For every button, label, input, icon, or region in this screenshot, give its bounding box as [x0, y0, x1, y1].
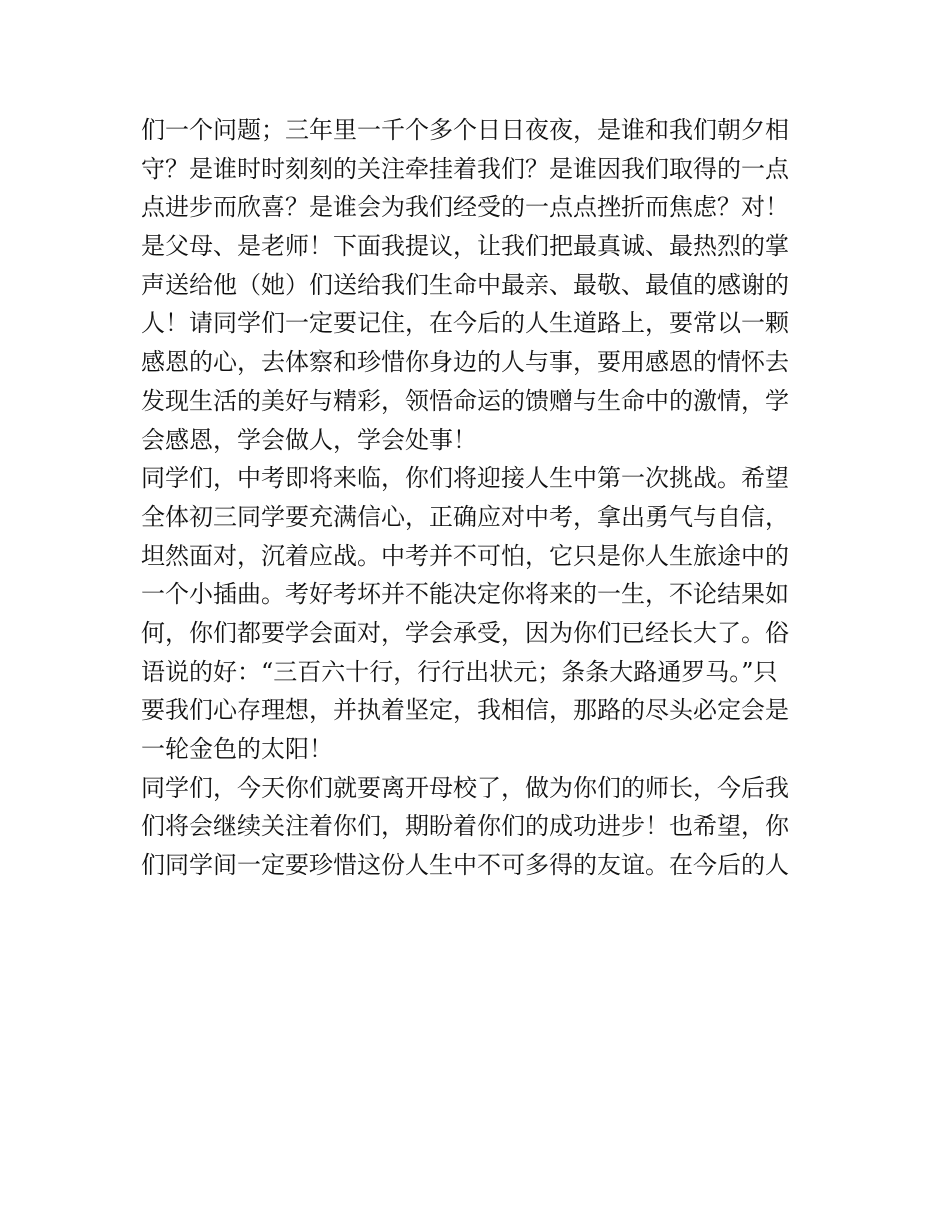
text-line: 发现生活的美好与精彩，领悟命运的馈赠与生命中的激情，学: [141, 386, 789, 415]
text-line: 同学们，中考即将来临，你们将迎接人生中第一次挑战。希望: [141, 464, 789, 493]
text-line: 坦然面对，沉着应战。中考并不可怕，它只是你人生旅途中的: [141, 541, 789, 570]
text-line: 感恩的心，去体察和珍惜你身边的人与事，要用感恩的情怀去: [141, 348, 789, 377]
text-line: 们一个问题；三年里一千个多个日日夜夜，是谁和我们朝夕相: [141, 116, 789, 144]
text-line: 声送给他（她）们送给我们生命中最亲、最敬、最值的感谢的: [141, 270, 789, 299]
text-line: 会感恩，学会做人，学会处事！: [141, 425, 477, 454]
text-line: 是父母、是老师！下面我提议，让我们把最真诚、最热烈的掌: [141, 232, 789, 261]
text-line: 全体初三同学要充满信心，正确应对中考，拿出勇气与自信，: [141, 502, 789, 531]
text-line: 一轮金色的太阳！: [141, 735, 333, 763]
text-line: 要我们心存理想，并执着坚定，我相信，那路的尽头必定会是: [141, 696, 789, 725]
text-line: 语说的好：“三百六十行，行行出状元；条条大路通罗马。”只: [141, 657, 778, 686]
text-line: 人！请同学们一定要记住，在今后的人生道路上，要常以一颗: [141, 309, 789, 338]
text-line: 守？是谁时时刻刻的关注牵挂着我们？是谁因我们取得的一点: [141, 154, 789, 183]
text-line: 一个小插曲。考好考坏并不能决定你将来的一生，不论结果如: [141, 580, 789, 609]
text-line: 点进步而欣喜？是谁会为我们经受的一点点挫折而焦虑？对！: [141, 193, 789, 222]
text-line: 们同学间一定要珍惜这份人生中不可多得的友谊。在今后的人: [141, 851, 789, 880]
text-line: 同学们，今天你们就要离开母校了，做为你们的师长，今后我: [141, 773, 789, 802]
text-line: 何，你们都要学会面对，学会承受，因为你们已经长大了。俗: [141, 618, 789, 647]
text-line: 们将会继续关注着你们，期盼着你们的成功进步！也希望，你: [141, 812, 789, 841]
document-body: [141, 111, 821, 885]
